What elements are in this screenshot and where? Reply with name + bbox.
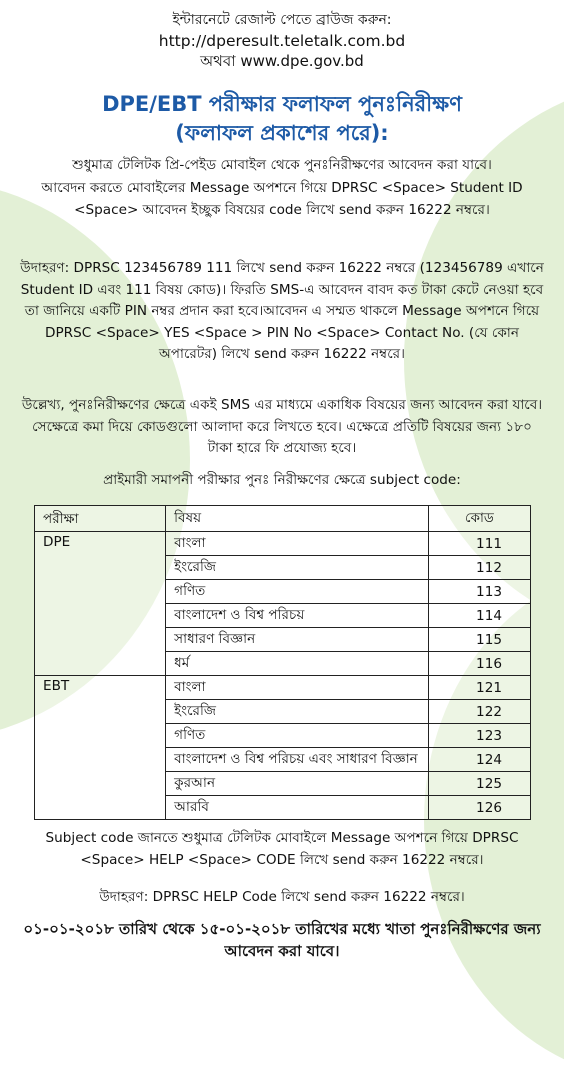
example-text: উদাহরণ: DPRSC 123456789 111 লিখে send করুন 16222 নম্বরে (123456789 এখানে Student ID এবং 111 বিষয় কোড)। ফিরতি SMS-এ আবেদন বাবদ কত টাকা কেটে নেওয়া হবে তা জানিয়ে একটি PIN নম্বর প্রদান করা হবে।আবেদন এ সম্মত থাকলে Message অপশনে গিয়ে DPRSC <Space> YES <Space > PIN No <Space> Contact No. (যে কোন অপারেটর) লিখে send করুন 16222 নম্বরে। xyxy=(20,260,544,362)
subject-cell: বাংলা xyxy=(166,532,429,556)
subject-cell: গণিত xyxy=(166,580,429,604)
page-subtitle: (ফলাফল প্রকাশের পরে): xyxy=(175,121,389,145)
header-subject: বিষয় xyxy=(166,506,429,532)
code-cell: 113 xyxy=(428,580,530,604)
code-cell: 116 xyxy=(428,652,530,676)
alternate-url-link[interactable]: অথবা www.dpe.gov.bd xyxy=(200,52,364,70)
result-url-link[interactable]: http://dperesult.teletalk.com.bd xyxy=(158,32,406,50)
help-example-text: উদাহরণ: DPRSC HELP Code লিখে send করুন 16222 নম্বরে। xyxy=(99,889,465,905)
subject-cell: বাংলাদেশ ও বিশ্ব পরিচয় xyxy=(166,604,429,628)
subject-cell: ধর্ম xyxy=(166,652,429,676)
code-cell: 124 xyxy=(428,748,530,772)
multi-subject-note: উল্লেখ্য, পুনঃনিরীক্ষণের ক্ষেত্রে একই SMS এর মাধ্যমে একাধিক বিষয়ের জন্য আবেদন করা যাবে। সেক্ষেত্রে কমা দিয়ে কোডগুলো আলাদা করে লিখতে হবে। এক্ষেত্রে প্রতিটি বিষয়ের জন্য ১৮০ টাকা হারে ফি প্রযোজ্য হবে। xyxy=(21,397,543,456)
prepaid-only-note: শুধুমাত্র টেলিটক প্রি-পেইড মোবাইল থেকে পুনঃনিরীক্ষণের আবেদন করা যাবে। xyxy=(72,157,492,173)
code-cell: 122 xyxy=(428,700,530,724)
code-cell: 115 xyxy=(428,628,530,652)
browse-note: ইন্টারনেটে রেজাল্ট পেতে ব্রাউজ করুন: xyxy=(172,12,392,28)
subject-cell: গণিত xyxy=(166,724,429,748)
subject-cell: ইংরেজি xyxy=(166,700,429,724)
table-heading: প্রাইমারী সমাপনী পরীক্ষার পুনঃ নিরীক্ষণের ক্ষেত্রে subject code: xyxy=(103,472,461,488)
table-header-row xyxy=(35,506,531,532)
header-exam: পরীক্ষা xyxy=(35,506,166,532)
subject-cell: বাংলাদেশ ও বিশ্ব পরিচয় এবং সাধারণ বিজ্ঞান xyxy=(166,748,429,772)
subject-cell: কুরআন xyxy=(166,772,429,796)
code-cell: 126 xyxy=(428,796,530,820)
subject-code-help-text: Subject code জানতে শুধুমাত্র টেলিটক মোবাইলে Message অপশনে গিয়ে DPRSC <Space> HELP <Space> CODE লিখে send করুন 16222 নম্বরে। xyxy=(45,830,519,868)
exam-cell: EBT xyxy=(35,676,166,820)
table-row xyxy=(35,676,531,700)
header-code: কোড xyxy=(428,506,530,532)
page-title: DPE/EBT পরীক্ষার ফলাফল পুনঃনিরীক্ষণ xyxy=(102,92,462,116)
code-cell: 125 xyxy=(428,772,530,796)
subject-code-table xyxy=(34,505,531,820)
code-cell: 112 xyxy=(428,556,530,580)
code-cell: 114 xyxy=(428,604,530,628)
table-row xyxy=(35,532,531,556)
subject-cell: বাংলা xyxy=(166,676,429,700)
table-body xyxy=(35,532,531,820)
subject-cell: আরবি xyxy=(166,796,429,820)
deadline-text: ০১-০১-২০১৮ তারিখ থেকে ১৫-০১-২০১৮ তারিখের মধ্যে খাতা পুনঃনিরীক্ষণের জন্য আবেদন করা যাবে। xyxy=(23,920,541,960)
subject-cell: ইংরেজি xyxy=(166,556,429,580)
code-cell: 123 xyxy=(428,724,530,748)
code-cell: 111 xyxy=(428,532,530,556)
exam-cell: DPE xyxy=(35,532,166,676)
subject-cell: সাধারণ বিজ্ঞান xyxy=(166,628,429,652)
how-to-apply-text: আবেদন করতে মোবাইলের Message অপশনে গিয়ে DPRSC <Space> Student ID <Space> আবেদন ইচ্ছুক বিষয়ের code লিখে send করুন 16222 নম্বরে। xyxy=(41,180,523,218)
code-cell: 121 xyxy=(428,676,530,700)
